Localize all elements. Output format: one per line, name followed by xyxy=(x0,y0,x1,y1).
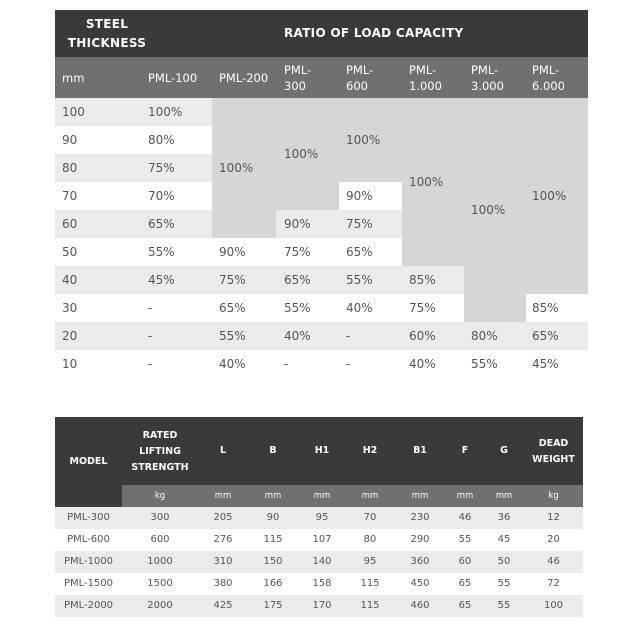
table-row-cell: 90 xyxy=(266,512,280,523)
table-row-cell: PML-1000 xyxy=(63,556,114,567)
ratio-header: RATIO OF LOAD CAPACITY xyxy=(284,26,464,40)
pml6000-merged-value: 100% xyxy=(532,189,567,203)
table-row-cell: 45 xyxy=(497,534,511,545)
model-pml-6000: PML- 6.000 xyxy=(532,63,565,93)
pml600-60: 75% xyxy=(346,217,373,231)
table-row-cell: 65 xyxy=(458,578,472,589)
table-row-cell: 36 xyxy=(497,512,511,523)
B-header: B xyxy=(269,445,277,456)
pml6000-30: 85% xyxy=(532,301,559,315)
H2-header: H2 xyxy=(362,445,378,456)
pml300-merged-value: 100% xyxy=(284,147,319,161)
unit-H1: mm xyxy=(313,491,331,501)
pml200-10: 40% xyxy=(219,357,246,371)
table-row-cell: 425 xyxy=(213,600,233,611)
table-row-cell: 46 xyxy=(547,556,560,567)
pml100-20: - xyxy=(148,329,153,343)
table-row-cell: 158 xyxy=(312,578,332,589)
unit-L: mm xyxy=(214,491,232,501)
pml1000-40: 85% xyxy=(409,273,436,287)
thickness-70: 70 xyxy=(62,189,78,203)
table-row-cell: 80 xyxy=(363,534,377,545)
pml100-60: 65% xyxy=(148,217,175,231)
unit-H2: mm xyxy=(361,491,379,501)
unit-G: mm xyxy=(495,491,513,501)
pml300-10: - xyxy=(284,357,289,371)
pml600-merged-value: 100% xyxy=(346,133,381,147)
pml100-90: 80% xyxy=(148,133,175,147)
table-row-cell: 600 xyxy=(150,534,170,545)
G-header: G xyxy=(500,445,508,456)
pml100-10: - xyxy=(148,357,153,371)
unit-B1: mm xyxy=(411,491,429,501)
pml100-40: 45% xyxy=(148,273,175,287)
pml200-merged-value: 100% xyxy=(219,161,254,175)
thickness-100: 100 xyxy=(62,105,85,119)
table-row-cell: 175 xyxy=(263,600,283,611)
pml300-40: 65% xyxy=(284,273,311,287)
table-row-cell: 166 xyxy=(263,578,283,589)
pml300-60: 90% xyxy=(284,217,311,231)
thickness-50: 50 xyxy=(62,245,78,259)
pml600-50: 65% xyxy=(346,245,373,259)
pml3000-merged-value: 100% xyxy=(471,203,506,217)
pml200-40: 75% xyxy=(219,273,246,287)
table-row-cell: 70 xyxy=(363,512,377,523)
pml1000-10: 40% xyxy=(409,357,436,371)
table-row-cell: 115 xyxy=(263,534,283,545)
pml600-40: 55% xyxy=(346,273,373,287)
unit-mm: mm xyxy=(62,71,85,85)
pml100-70: 70% xyxy=(148,189,175,203)
model-pml-3000: PML- 3.000 xyxy=(471,63,504,93)
table-row-cell: 360 xyxy=(410,556,430,567)
model-pml-200: PML-200 xyxy=(219,71,269,85)
pml3000-10: 55% xyxy=(471,357,498,371)
model-pml-600: PML- 600 xyxy=(346,63,374,93)
model-pml-100: PML-100 xyxy=(148,71,198,85)
unit-B: mm xyxy=(264,491,282,501)
table-row-cell: 55 xyxy=(497,600,511,611)
rated-lifting-strength-header: RATED LIFTING STRENGTH xyxy=(131,430,189,473)
pml100-100: 100% xyxy=(148,105,183,119)
F-header: F xyxy=(461,445,469,456)
pml1000-30: 75% xyxy=(409,301,436,315)
pml300-20: 40% xyxy=(284,329,311,343)
pml200-50: 90% xyxy=(219,245,246,259)
table-row-cell: 72 xyxy=(547,578,560,589)
table-row-cell: 55 xyxy=(497,578,511,589)
pml600-30: 40% xyxy=(346,301,373,315)
table-row-cell: 1000 xyxy=(147,556,173,567)
table-row-cell: 460 xyxy=(410,600,430,611)
table-row-cell: 300 xyxy=(150,512,170,523)
table-row-cell: 230 xyxy=(410,512,430,523)
table-row-cell: 310 xyxy=(213,556,233,567)
table-row-cell: PML-300 xyxy=(67,512,110,523)
table-row-cell: 450 xyxy=(410,578,430,589)
thickness-90: 90 xyxy=(62,133,78,147)
table-row-cell: 170 xyxy=(312,600,332,611)
pml200-30: 65% xyxy=(219,301,246,315)
thickness-40: 40 xyxy=(62,273,78,287)
thickness-30: 30 xyxy=(62,301,78,315)
table-row-cell: PML-1500 xyxy=(63,578,114,589)
table-row-cell: 12 xyxy=(547,512,560,523)
L-header: L xyxy=(219,445,227,456)
pml300-50: 75% xyxy=(284,245,311,259)
table2-model-header-extension xyxy=(55,485,122,507)
pml300-30: 55% xyxy=(284,301,311,315)
pml6000-10: 45% xyxy=(532,357,559,371)
thickness-10: 10 xyxy=(62,357,78,371)
table-row-cell: 95 xyxy=(315,512,329,523)
thickness-20: 20 xyxy=(62,329,78,343)
dead-weight-header: DEAD WEIGHT xyxy=(532,438,575,465)
unit-dead-weight: kg xyxy=(548,491,559,501)
table-row-cell: PML-600 xyxy=(67,534,110,545)
B1-header: B1 xyxy=(413,445,427,456)
row-band-20 xyxy=(55,322,588,350)
table-row-cell: 140 xyxy=(312,556,332,567)
H1-header: H1 xyxy=(314,445,330,456)
table-row-cell: 115 xyxy=(360,600,380,611)
table-row-cell: 380 xyxy=(213,578,233,589)
pml1000-merged-value: 100% xyxy=(409,175,444,189)
thickness-80: 80 xyxy=(62,161,78,175)
pml6000-20: 65% xyxy=(532,329,559,343)
table-row-cell: 276 xyxy=(213,534,233,545)
table-row-cell: 95 xyxy=(363,556,377,567)
unit-F: mm xyxy=(456,491,474,501)
table-row-cell: PML-2000 xyxy=(63,600,114,611)
table1-subheader xyxy=(55,57,588,98)
table-row-cell: 107 xyxy=(312,534,332,545)
steel-thickness-header: STEEL THICKNESS xyxy=(67,17,147,50)
table-row-cell: 46 xyxy=(458,512,472,523)
table-row-cell: 20 xyxy=(547,534,560,545)
pml200-20: 55% xyxy=(219,329,246,343)
model-pml-1000: PML- 1.000 xyxy=(409,63,442,93)
table-row-cell: 150 xyxy=(263,556,283,567)
table-row-cell: 60 xyxy=(458,556,472,567)
unit-rated: kg xyxy=(154,491,166,501)
thickness-60: 60 xyxy=(62,217,78,231)
pml3000-20: 80% xyxy=(471,329,498,343)
model-header: MODEL xyxy=(69,456,108,467)
table-row-cell: 65 xyxy=(458,600,472,611)
pml1000-20: 60% xyxy=(409,329,436,343)
pml100-30: - xyxy=(148,301,153,315)
table-row-cell: 55 xyxy=(458,534,472,545)
model-pml-300: PML- 300 xyxy=(284,63,312,93)
pml100-80: 75% xyxy=(148,161,175,175)
table-row-cell: 100 xyxy=(543,600,564,611)
table-row-cell: 1500 xyxy=(147,578,173,589)
table-row-cell: 50 xyxy=(497,556,511,567)
pml600-70: 90% xyxy=(346,189,373,203)
table-row-cell: 205 xyxy=(213,512,233,523)
table-row-cell: 115 xyxy=(360,578,380,589)
pml600-20: - xyxy=(346,329,351,343)
pml100-50: 55% xyxy=(148,245,175,259)
table-row-cell: 290 xyxy=(410,534,430,545)
table-row-cell: 2000 xyxy=(147,600,173,611)
pml600-10: - xyxy=(346,357,351,371)
